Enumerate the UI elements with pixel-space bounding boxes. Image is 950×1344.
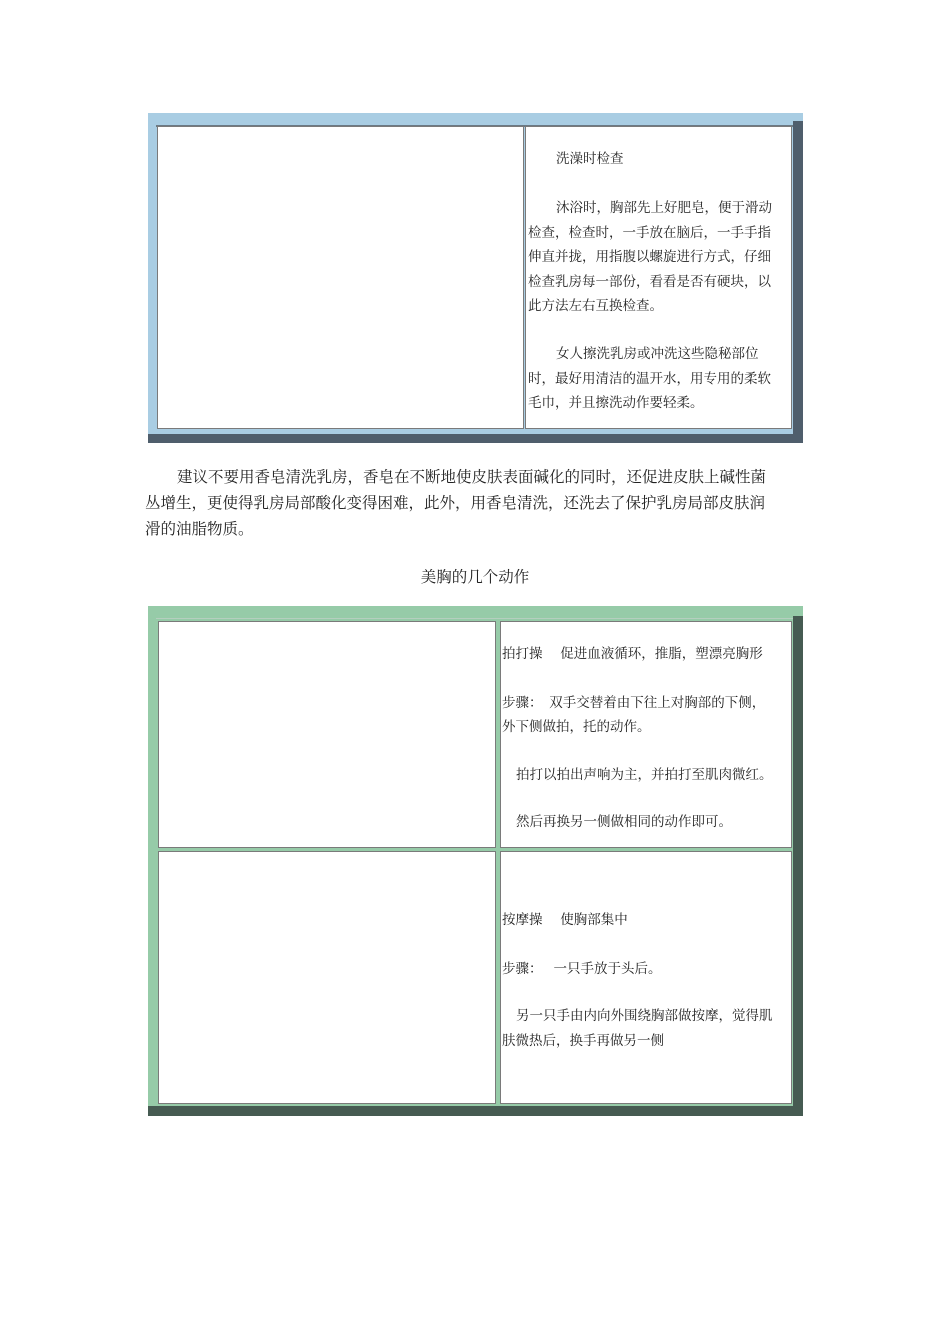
exercise1-image-cell (158, 621, 496, 848)
exercise2-image-cell (158, 851, 496, 1104)
section-paragraph-2 (528, 342, 790, 416)
text-line: 步骤： 双手交替着由下往上对胸部的下侧， (502, 694, 766, 711)
text-line: 另一只手由内向外围绕胸部做按摩，觉得肌 (516, 1008, 773, 1024)
text-line: 肤微热后，换手再做另一侧 (502, 1032, 664, 1049)
body-paragraph (145, 464, 810, 542)
text-line: 检查，检查时，一手放在脑后，一手手指 (528, 224, 771, 241)
text-line: 外下侧做拍，托的动作。 (502, 719, 651, 735)
section-heading: 美胸的几个动作 (420, 568, 530, 586)
text-line: 丛增生，更使得乳房局部酸化变得困难，此外，用香皂清洗，还洗去了保护乳房局部皮肤润 (145, 494, 766, 512)
text-line: 毛巾，并且擦洗动作要轻柔。 (528, 395, 704, 411)
text-line: 检查乳房每一部份，看看是否有硬块，以 (528, 273, 771, 290)
check-image-cell (157, 126, 524, 429)
text-line: 步骤： 一只手放于头后。 (502, 960, 662, 977)
exercise-title: 按摩操 使胸部集中 (502, 912, 628, 928)
table-shadow-right (793, 616, 803, 1116)
text-line: 滑的油脂物质。 (145, 520, 254, 538)
section-title: 洗澡时检查 (556, 151, 624, 167)
text-line: 女人擦洗乳房或冲洗这些隐秘部位 (556, 346, 759, 362)
exercise1-text (502, 642, 790, 835)
text-line: 伸直并拢，用指腹以螺旋进行方式，仔细 (528, 249, 771, 265)
text-line: 沐浴时，胸部先上好肥皂，便于滑动 (556, 200, 772, 216)
text-line: 时，最好用清洁的温开水，用专用的柔软 (528, 370, 771, 387)
section-paragraph-1 (528, 196, 790, 319)
exercise2-text (502, 908, 790, 1053)
text-line: 然后再换另一侧做相同的动作即可。 (516, 814, 732, 830)
table-top-rule (156, 618, 793, 619)
text-line: 此方法左右互换检查。 (528, 298, 663, 314)
exercise-title: 拍打操 促进血液循环，推脂，塑漂亮胸形 (502, 646, 763, 662)
text-line: 建议不要用香皂清洗乳房，香皂在不断地使皮肤表面碱化的同时，还促进皮肤上碱性菌 (177, 468, 767, 486)
table-shadow-right (793, 121, 803, 443)
table-shadow-bottom (148, 434, 803, 443)
text-line: 拍打以拍出声响为主，并拍打至肌肉微红。 (516, 766, 773, 783)
table-shadow-bottom (148, 1106, 803, 1116)
